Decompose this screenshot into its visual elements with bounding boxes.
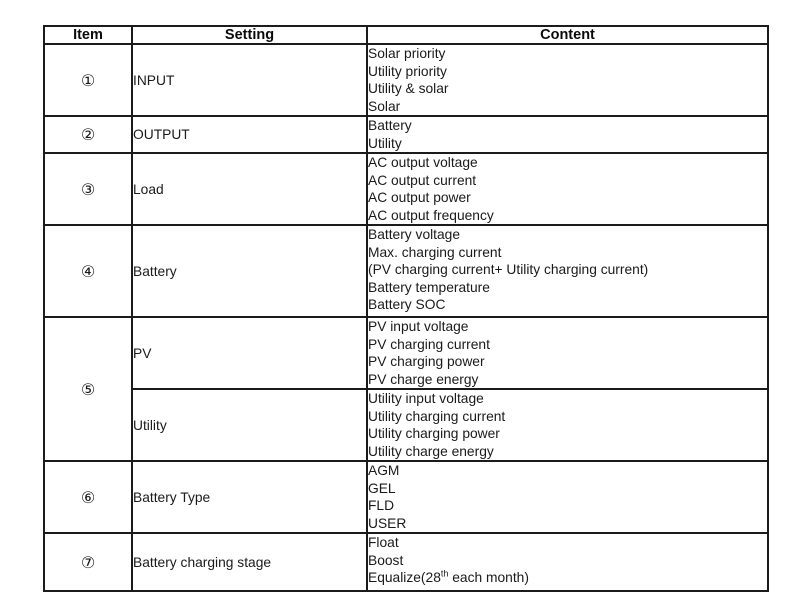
content-line: Utility & solar xyxy=(368,81,449,96)
table-row-input xyxy=(44,44,768,116)
content-line: AC output current xyxy=(368,172,477,188)
content-line: Solar xyxy=(368,98,401,114)
setting-label: Battery xyxy=(132,225,367,317)
content-line: FLD xyxy=(368,498,395,513)
content-line: Utility xyxy=(368,135,402,151)
setting-label: Battery Type xyxy=(132,461,367,533)
table-row-output xyxy=(44,116,768,153)
content-line: AGM xyxy=(368,463,400,478)
content-line: (PV charging current+ Utility charging current) xyxy=(368,262,649,277)
header-content: Content xyxy=(367,26,768,44)
setting-label: Utility xyxy=(132,389,367,461)
header-setting: Setting xyxy=(132,26,367,44)
equalize-prefix: Equalize(28 xyxy=(368,570,441,585)
content-cell xyxy=(367,461,768,533)
content-line: PV charging current xyxy=(368,336,490,352)
content-line: Utility charging current xyxy=(368,408,506,424)
content-line: Max. charging current xyxy=(368,244,502,260)
header-item: Item xyxy=(44,26,132,44)
table-row-load xyxy=(44,153,768,225)
settings-table xyxy=(43,25,769,592)
content-line: Utility priority xyxy=(368,63,447,79)
header-row xyxy=(44,26,768,44)
item-number: ③ xyxy=(44,153,132,225)
content-line: AC output power xyxy=(368,190,471,205)
content-cell xyxy=(367,44,768,116)
content-line: Battery SOC xyxy=(368,297,446,312)
content-line: PV input voltage xyxy=(368,319,469,334)
item-number: ⑤ xyxy=(44,317,132,461)
content-line: Utility input voltage xyxy=(368,391,484,406)
setting-label: Load xyxy=(132,153,367,225)
content-cell xyxy=(367,116,768,153)
equalize-suffix: each month) xyxy=(448,570,529,585)
item-number: ④ xyxy=(44,225,132,317)
table-row-charging-stage xyxy=(44,533,768,591)
content-line: Solar priority xyxy=(368,46,446,61)
content-line: Battery voltage xyxy=(368,227,461,242)
content-line: Boost xyxy=(368,552,404,568)
content-line: Float xyxy=(368,535,399,550)
content-line: PV charge energy xyxy=(368,371,479,387)
setting-label: PV xyxy=(132,317,367,389)
content-line: GEL xyxy=(368,480,396,496)
item-number: ② xyxy=(44,116,132,153)
content-line: Utility charge energy xyxy=(368,443,494,459)
content-line: Utility charging power xyxy=(368,426,500,441)
content-line: Battery temperature xyxy=(368,279,490,295)
table-row-utility xyxy=(44,389,768,461)
content-cell xyxy=(367,153,768,225)
content-line: AC output voltage xyxy=(368,155,478,170)
item-number: ① xyxy=(44,44,132,116)
table-row-pv xyxy=(44,317,768,389)
item-number: ⑥ xyxy=(44,461,132,533)
setting-label: INPUT xyxy=(132,44,367,116)
setting-label: OUTPUT xyxy=(132,116,367,153)
content-line: PV charging power xyxy=(368,354,485,369)
table-row-battery-type xyxy=(44,461,768,533)
equalize-superscript: th xyxy=(440,568,449,579)
content-cell xyxy=(367,317,768,389)
item-number: ⑦ xyxy=(44,533,132,591)
content-cell xyxy=(367,533,768,591)
content-line-equalize xyxy=(368,569,767,587)
content-cell xyxy=(367,389,768,461)
content-line: USER xyxy=(368,515,407,531)
table-row-battery xyxy=(44,225,768,317)
content-cell xyxy=(367,225,768,317)
content-line: Battery xyxy=(368,118,412,133)
content-line: AC output frequency xyxy=(368,207,494,223)
setting-label: Battery charging stage xyxy=(132,533,367,591)
